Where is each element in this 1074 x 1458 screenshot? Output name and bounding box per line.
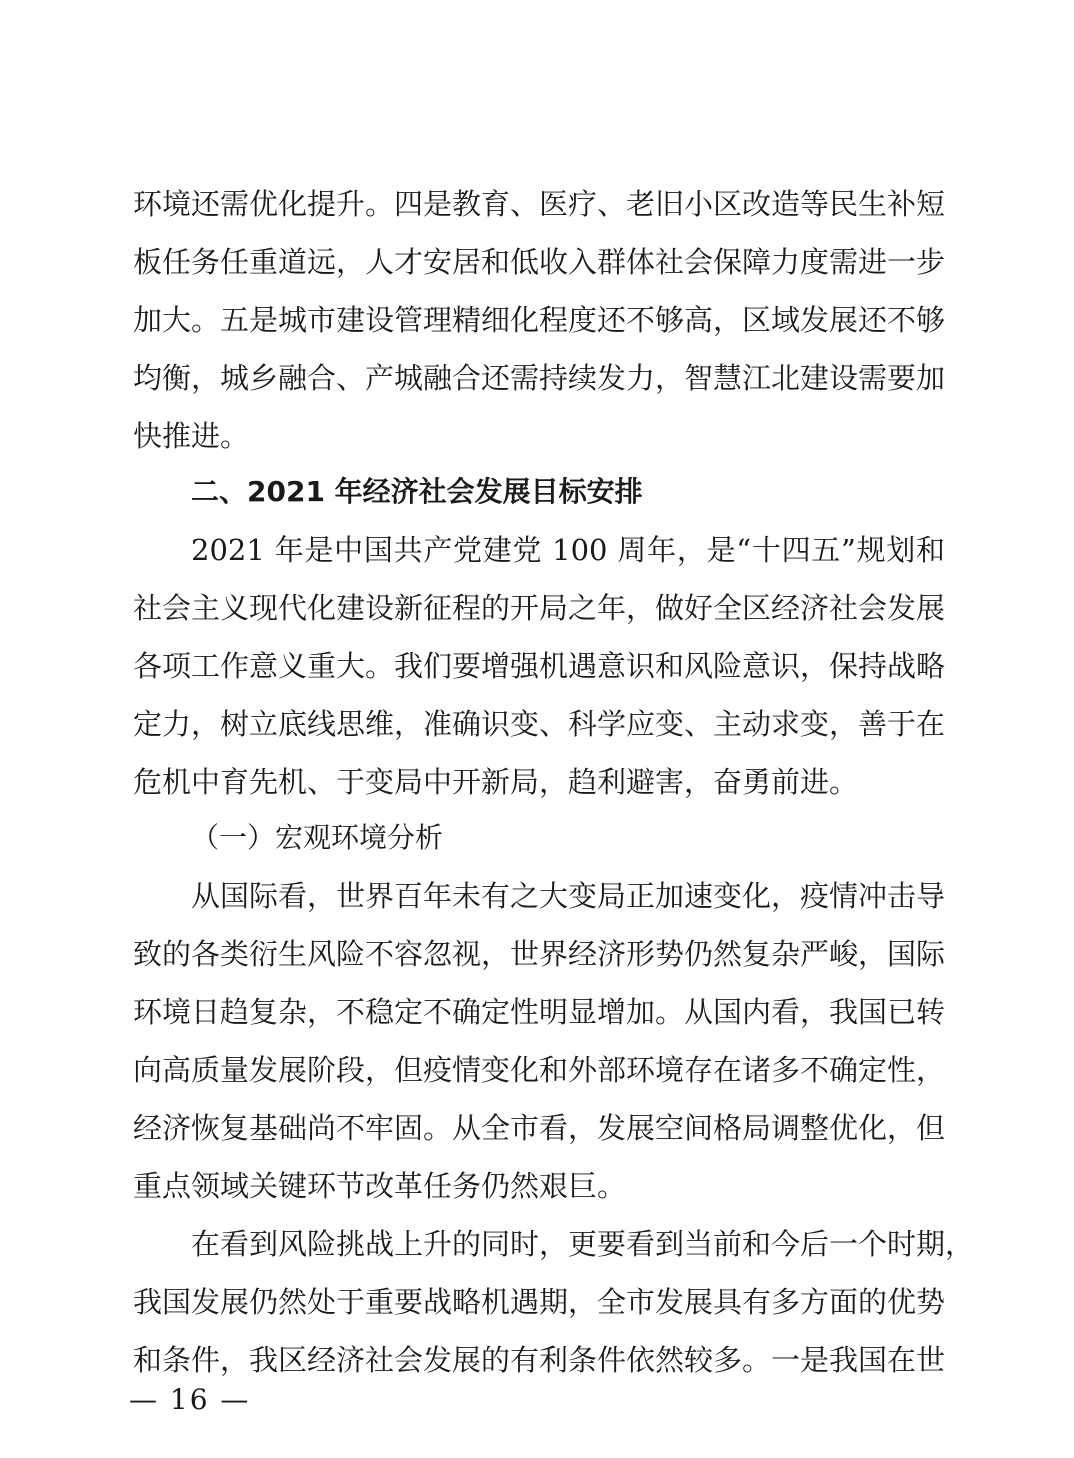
- page-number: — 16 —: [129, 1383, 251, 1416]
- section-heading: 二、2021 年经济社会发展目标安排: [191, 475, 643, 508]
- text-line: 社会主义现代化建设新征程的开局之年，做好全区经济社会发展: [133, 591, 946, 625]
- text-line: 致的各类衍生风险不容忽视，世界经济形势仍然复杂严峻，国际: [133, 937, 946, 971]
- text-line: 和条件，我区经济社会发展的有利条件依然较多。一是我国在世: [133, 1343, 946, 1377]
- text-line: 从国际看，世界百年未有之大变局正加速变化，疫情冲击导: [191, 879, 946, 913]
- text-line: 各项工作意义重大。我们要增强机遇意识和风险意识，保持战略: [133, 649, 946, 683]
- text-line: 均衡，城乡融合、产城融合还需持续发力，智慧江北建设需要加: [133, 361, 946, 395]
- text-line: 经济恢复基础尚不牢固。从全市看，发展空间格局调整优化，但: [133, 1111, 946, 1145]
- text-line: 加大。五是城市建设管理精细化程度还不够高，区域发展还不够: [133, 303, 946, 337]
- text-line: 环境还需优化提升。四是教育、医疗、老旧小区改造等民生补短: [133, 187, 946, 221]
- subsection-heading: （一）宏观环境分析: [191, 821, 444, 854]
- text-line: 快推进。: [133, 419, 250, 453]
- text-line: 板任务任重道远，人才安居和低收入群体社会保障力度需进一步: [133, 245, 946, 279]
- text-line: 危机中育先机、于变局中开新局，趋利避害，奋勇前进。: [133, 765, 859, 799]
- text-line: 重点领域关键环节改革任务仍然艰巨。: [133, 1169, 627, 1203]
- text-line: 2021 年是中国共产党建党 100 周年，是“十四五”规划和: [191, 533, 945, 567]
- text-line: 向高质量发展阶段，但疫情变化和外部环境存在诸多不确定性，: [133, 1053, 946, 1087]
- text-line: 在看到风险挑战上升的同时，更要看到当前和今后一个时期，: [191, 1227, 975, 1261]
- text-line: 定力，树立底线思维，准确识变、科学应变、主动求变，善于在: [133, 707, 946, 741]
- text-line: 环境日趋复杂，不稳定不确定性明显增加。从国内看，我国已转: [133, 995, 946, 1029]
- text-line: 我国发展仍然处于重要战略机遇期，全市发展具有多方面的优势: [133, 1285, 946, 1319]
